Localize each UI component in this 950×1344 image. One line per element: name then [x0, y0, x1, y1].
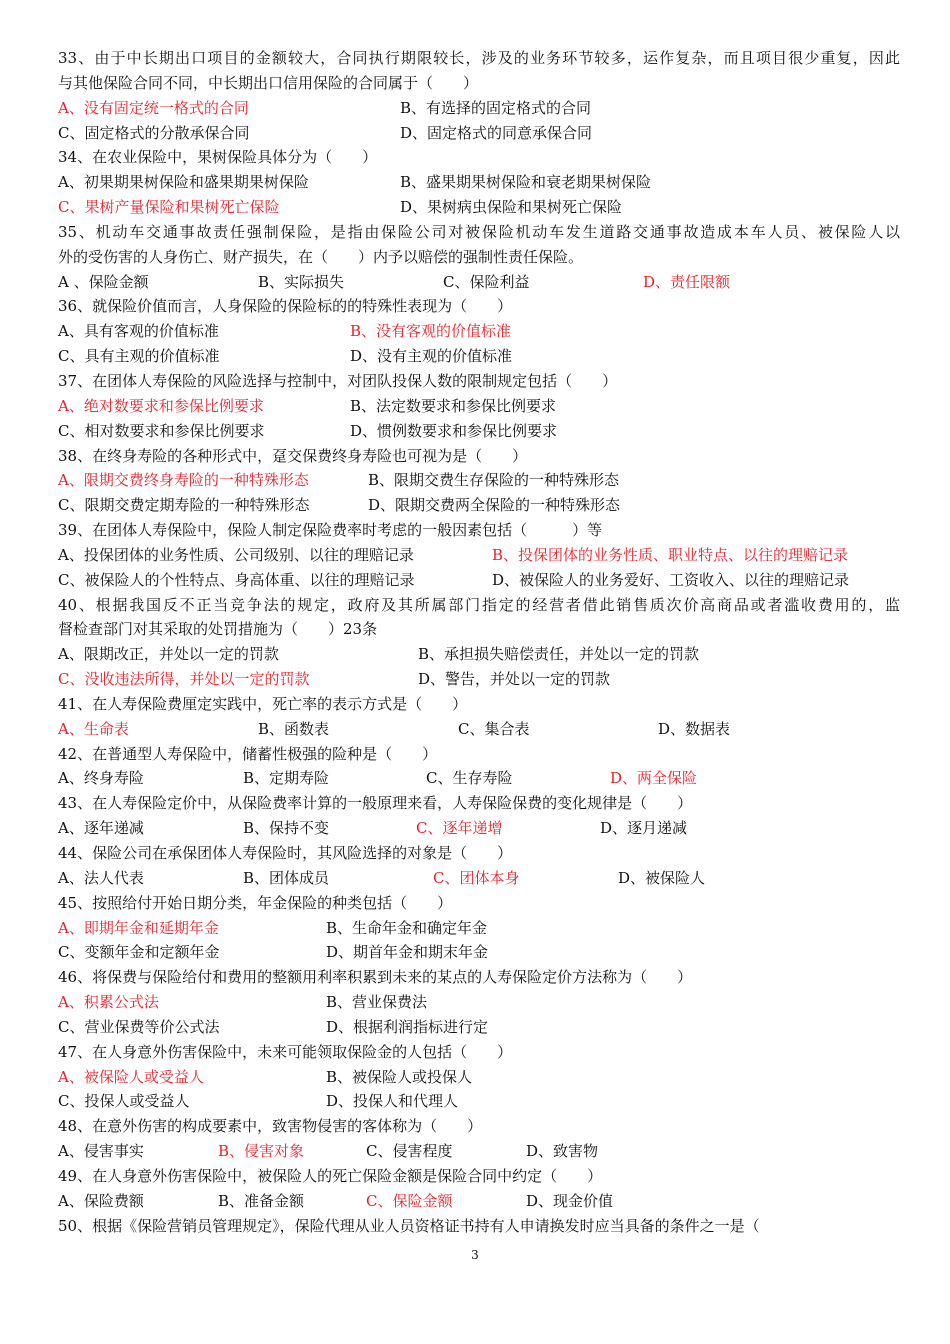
answer-option: C、侵害程度	[366, 1142, 453, 1161]
question-stem: 34、在农业保险中，果树保险具体分为（ ）	[58, 148, 378, 167]
answer-option: C、投保人或受益人	[58, 1092, 190, 1111]
option-row	[58, 270, 900, 295]
answer-option-correct: C、保险金额	[366, 1191, 453, 1210]
question-stem: 39、在团体人寿保险中，保险人制定保险费率时考虑的一般因素包括（ ）等	[58, 521, 603, 540]
answer-option: D、惯例数要求和参保比例要求	[350, 421, 558, 440]
answer-option: D、固定格式的同意承保合同	[400, 123, 593, 142]
answer-option: B、法定数要求和参保比例要求	[350, 396, 557, 415]
page-number: 3	[471, 1248, 479, 1262]
answer-option: B、生命年金和确定年金	[326, 918, 488, 937]
option-row	[58, 394, 900, 419]
question-stem: 44、保险公司在承保团体人寿保险时，其风险选择的对象是（ ）	[58, 844, 513, 862]
answer-option: D、没有主观的价值标准	[350, 347, 513, 366]
answer-option: A、法人代表	[58, 868, 144, 887]
answer-option: C、相对数要求和参保比例要求	[58, 421, 265, 440]
answer-option: B、定期寿险	[243, 769, 330, 788]
question-stem: 42、在普通型人寿保险中，储蓄性极强的险种是（ ）	[58, 744, 438, 763]
question-stem: 46、将保费与保险给付和费用的整额用利率积累到未来的某点的人寿保险定价方法称为（ ）	[58, 968, 693, 987]
question-stem: 49、在人身意外伤害保险中，被保险人的死亡保险金额是保险合同中约定（ ）	[58, 1166, 603, 1185]
option-row	[58, 96, 900, 121]
option-row	[58, 916, 900, 941]
option-row	[58, 543, 900, 568]
answer-option: D、期首年金和期末年金	[326, 943, 489, 962]
answer-option: B、保持不变	[243, 819, 330, 838]
option-row	[58, 419, 900, 444]
option-row	[58, 1089, 900, 1114]
answer-option-correct: A、绝对数要求和参保比例要求	[58, 396, 264, 415]
option-row	[58, 717, 900, 742]
answer-option: A、投保团体的业务性质、公司级别、以往的理赔记录	[58, 545, 414, 564]
question-list	[58, 46, 900, 1239]
option-row	[58, 319, 900, 344]
answer-option-correct: A、限期交费终身寿险的一种特殊形态	[58, 471, 309, 490]
question-stem: 40、根据我国反不正当竞争法的规定，政府及其所属部门指定的经营者借此销售质次价高商品或者滥收费用的，监	[58, 595, 900, 614]
answer-option-correct: D、责任限额	[643, 272, 731, 291]
answer-option: A、初果期果树保险和盛果期果树保险	[58, 173, 309, 192]
answer-option: B、准备金额	[218, 1191, 305, 1210]
answer-option: B、函数表	[258, 719, 330, 738]
question-stem: 43、在人寿保险定价中，从保险费率计算的一般原理来看，人寿保险保费的变化规律是（ ）	[58, 794, 693, 813]
option-row	[58, 568, 900, 593]
answer-option: C、具有主观的价值标准	[58, 347, 220, 366]
answer-option-correct: C、果树产量保险和果树死亡保险	[58, 198, 280, 217]
option-row	[58, 1015, 900, 1040]
answer-option: A、具有客观的价值标准	[58, 322, 219, 341]
question-stem: 48、在意外伤害的构成要素中，致害物侵害的客体称为（ ）	[58, 1117, 483, 1136]
question-stem: 47、在人身意外伤害保险中，未来可能领取保险金的人包括（ ）	[58, 1042, 513, 1061]
answer-option-correct: C、逐年递增	[416, 819, 503, 838]
question-stem: 50、根据《保险营销员管理规定》，保险代理从业人员资格证书持有人申请换发时应当具备的条件之一是（	[58, 1216, 760, 1235]
option-row	[58, 766, 900, 791]
question-stem: 33、由于中长期出口项目的金额较大，合同执行期限较长，涉及的业务环节较多，运作复杂，而且项目很少重复，因此	[58, 49, 900, 67]
option-row	[58, 468, 900, 493]
answer-option: D、根据利润指标进行定	[326, 1017, 489, 1036]
answer-option: C、变额年金和定额年金	[58, 943, 220, 962]
answer-option-correct: A、被保险人或受益人	[58, 1067, 204, 1086]
answer-option: A、侵害事实	[58, 1142, 144, 1161]
answer-option: B、有选择的固定格式的合同	[400, 98, 592, 117]
answer-option-correct: C、没收违法所得，并处以一定的罚款	[58, 670, 310, 689]
answer-option: D、现金价值	[526, 1191, 614, 1210]
answer-option: D、被保险人	[618, 868, 706, 887]
answer-option: D、果树病虫保险和果树死亡保险	[400, 198, 623, 217]
answer-option-correct: A、生命表	[58, 719, 129, 738]
question-stem: 36、就保险价值而言，人身保险的保险标的的特殊性表现为（ ）	[58, 297, 513, 316]
question-stem: 45、按照给付开始日期分类，年金保险的种类包括（ ）	[58, 893, 453, 912]
answer-option-correct: B、侵害对象	[218, 1142, 305, 1161]
answer-option-correct: B、投保团体的业务性质、职业特点、以往的理赔记录	[492, 545, 849, 564]
answer-option: A、终身寿险	[58, 769, 144, 788]
answer-option: D、警告，并处以一定的罚款	[418, 670, 611, 689]
option-row	[58, 170, 900, 195]
answer-option: D、数据表	[658, 719, 731, 738]
question-stem: 41、在人寿保险费厘定实践中，死亡率的表示方式是（ ）	[58, 694, 468, 713]
option-row	[58, 816, 900, 841]
answer-option: D、致害物	[526, 1142, 599, 1161]
answer-option: D、被保险人的业务爱好、工资收入、以往的理赔记录	[492, 570, 850, 589]
answer-option: B、团体成员	[243, 868, 330, 887]
answer-option: C、固定格式的分散承保合同	[58, 123, 250, 142]
question-stem: 35、机动车交通事故责任强制保险，是指由保险公司对被保险机动车发生道路交通事故造成本车人员、被保险人以	[58, 222, 900, 241]
question-stem: 督检查部门对其采取的处罚措施为（ ）23条	[58, 620, 378, 639]
answer-option: C、生存寿险	[426, 769, 513, 788]
option-row	[58, 667, 900, 692]
option-row	[58, 195, 900, 220]
answer-option: B、限期交费生存保险的一种特殊形态	[368, 471, 620, 490]
answer-option: A、保险费额	[58, 1191, 144, 1210]
answer-option-correct: A、没有固定统一格式的合同	[58, 98, 249, 117]
answer-option: B、被保险人或投保人	[326, 1067, 473, 1086]
option-row	[58, 642, 900, 667]
answer-option: C、营业保费等价公式法	[58, 1017, 220, 1036]
question-stem: 37、在团体人寿保险的风险选择与控制中，对团队投保人数的限制规定包括（ ）	[58, 371, 618, 390]
answer-option: B、实际损失	[258, 272, 345, 291]
option-row	[58, 990, 900, 1015]
option-row	[58, 1189, 900, 1214]
option-row	[58, 493, 900, 518]
answer-option: B、承担损失赔偿责任，并处以一定的罚款	[418, 645, 700, 664]
option-row	[58, 1065, 900, 1090]
answer-option-correct: D、两全保险	[610, 769, 698, 788]
answer-option: D、逐月递减	[600, 819, 688, 838]
answer-option: C、被保险人的个性特点、身高体重、以往的理赔记录	[58, 570, 415, 589]
option-row	[58, 121, 900, 146]
answer-option: A 、保险金额	[58, 272, 149, 291]
option-row	[58, 1139, 900, 1164]
answer-option: C、集合表	[458, 719, 530, 738]
answer-option-correct: A、积累公式法	[58, 993, 159, 1012]
question-stem: 38、在终身寿险的各种形式中，趸交保费终身寿险也可视为是（ ）	[58, 446, 528, 465]
answer-option: B、盛果期果树保险和衰老期果树保险	[400, 173, 652, 192]
answer-option-correct: C、团体本身	[433, 868, 520, 887]
answer-option: A、限期改正，并处以一定的罚款	[58, 645, 279, 664]
answer-option: B、营业保费法	[326, 993, 428, 1012]
answer-option-correct: B、没有客观的价值标准	[350, 322, 512, 341]
question-stem: 外的受伤害的人身伤亡、财产损失，在（ ）内予以赔偿的强制性责任保险。	[58, 247, 584, 266]
option-row	[58, 940, 900, 965]
answer-option: A、逐年递减	[58, 819, 144, 838]
answer-option: C、保险利益	[443, 272, 530, 291]
question-stem: 与其他保险合同不同，中长期出口信用保险的合同属于（ ）	[58, 73, 479, 92]
answer-option-correct: A、即期年金和延期年金	[58, 918, 219, 937]
option-row	[58, 344, 900, 369]
answer-option: D、投保人和代理人	[326, 1092, 459, 1111]
option-row	[58, 866, 900, 891]
answer-option: D、限期交费两全保险的一种特殊形态	[368, 496, 621, 515]
answer-option: C、限期交费定期寿险的一种特殊形态	[58, 496, 310, 515]
